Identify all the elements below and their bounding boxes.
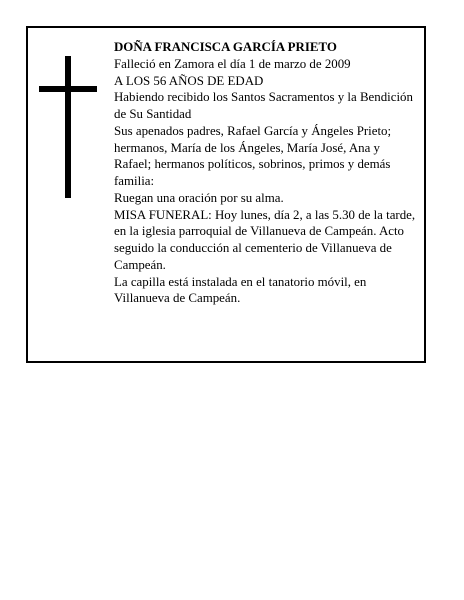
notice-text	[114, 39, 420, 307]
chapel-paragraph: La capilla está instalada en el tanatorio móvil, en Villanueva de Campeán.	[114, 274, 367, 306]
obituary-notice	[26, 26, 426, 363]
prayer-line: Ruegan una oración por su alma.	[114, 190, 284, 205]
age-line: A LOS 56 AÑOS DE EDAD	[114, 73, 264, 88]
family-paragraph: Sus apenados padres, Rafael García y Ángeles Prieto; hermanos, María de los Ángeles, María José, Ana y Rafael; hermanos políticos, sobrinos, primos y demás familia:	[114, 123, 392, 188]
death-line: Falleció en Zamora el día 1 de marzo de 2009	[114, 56, 351, 71]
deceased-name: DOÑA FRANCISCA GARCÍA PRIETO	[114, 40, 337, 54]
funeral-mass-paragraph: MISA FUNERAL: Hoy lunes, día 2, a las 5.30 de la tarde, en la iglesia parroquial de Villanueva de Campeán. Acto seguido la conducción al cementerio de Villanueva de Campeán.	[114, 207, 416, 272]
cross-vertical-bar	[65, 56, 71, 198]
sacraments-line: Habiendo recibido los Santos Sacramentos y la Bendición de Su Santidad	[114, 90, 413, 121]
cross-icon	[39, 56, 97, 198]
cross-horizontal-bar	[39, 86, 97, 92]
